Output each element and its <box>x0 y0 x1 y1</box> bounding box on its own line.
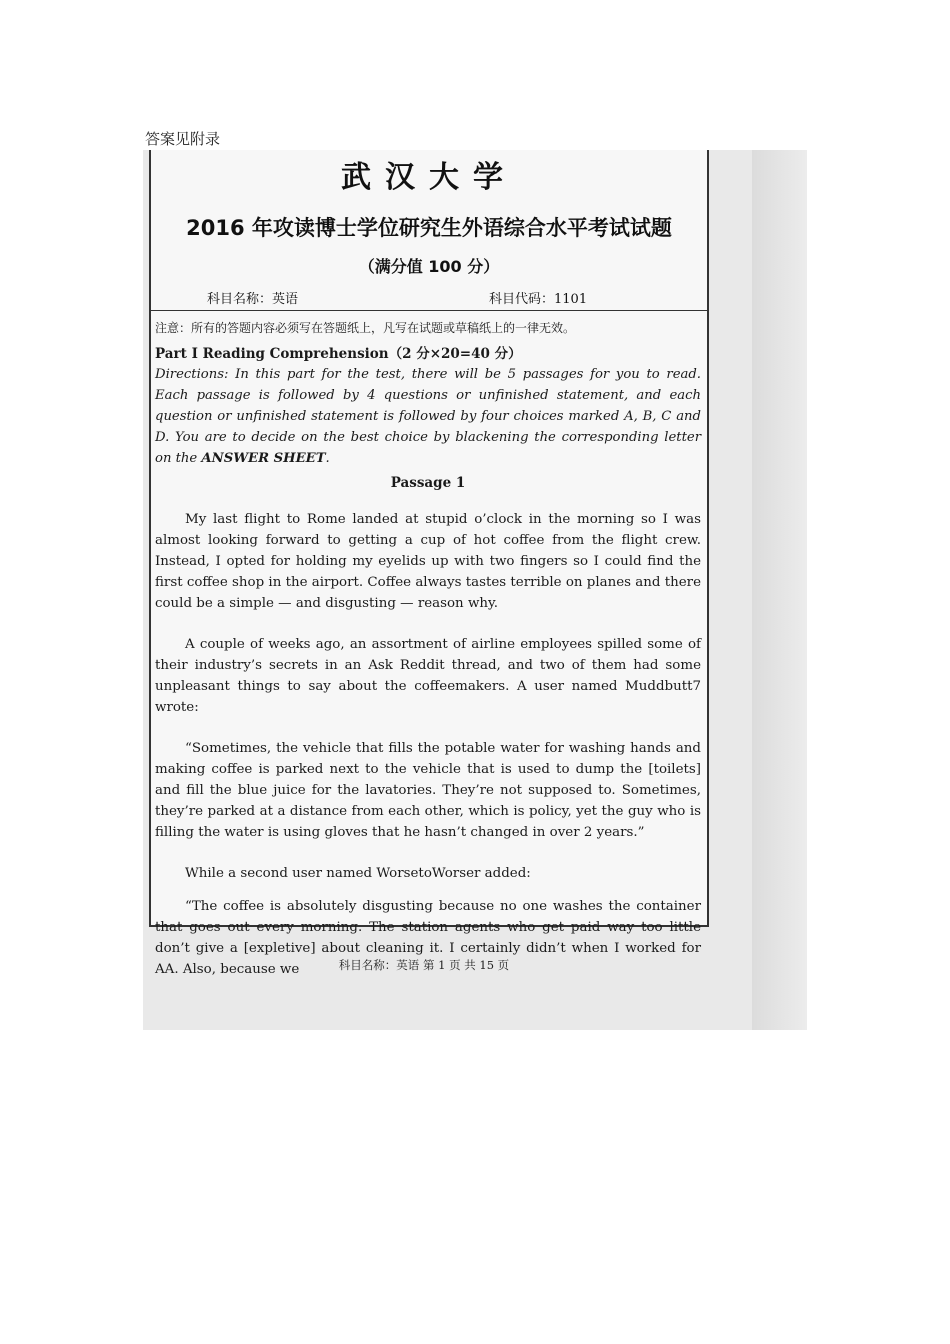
scan-shadow-strip <box>752 150 807 1030</box>
passage-title: Passage 1 <box>390 475 466 491</box>
university-name: 武汉大学 <box>341 160 517 195</box>
passage-paragraph: While a second user named WorsetoWorser added: <box>185 866 531 881</box>
top-note: 答案见附录 <box>145 130 221 148</box>
exam-header <box>151 150 707 311</box>
directions-end: . <box>325 451 330 466</box>
exam-content <box>151 311 707 980</box>
subject-code: 科目代码：1101 <box>489 292 588 307</box>
directions-text: Directions: In this part for the test, there will be 5 passages for you to read. Each passage is followed by 4 questions or unfinished statement, and each question or unfinished statement is followed by four choices marked A, B, C and D. You are to decide on the best choice by blackening the corresponding letter on the <box>155 367 701 466</box>
directions <box>155 364 701 469</box>
page-footer: 科目名称：英语 第 1 页 共 15 页 <box>338 958 510 972</box>
scanned-exam-page <box>143 150 807 1030</box>
subject-name: 科目名称：英语 <box>207 292 299 307</box>
passage-paragraph: My last flight to Rome landed at stupid o’clock in the morning so I was almost looking forward to getting a cup of hot coffee from the flight crew. Instead, I opted for holding my eyelids up with two fingers so I could find the first coffee shop in the airport. Coffee always tastes terrible on planes and there could be a simple — and disgusting — reason why. <box>155 512 701 611</box>
notice: 注意：所有的答题内容必须写在答题纸上，凡写在试题或草稿纸上的一律无效。 <box>155 321 576 335</box>
passage-paragraph: “The coffee is absolutely disgusting because no one washes the container that goes out every morning. The station agents who get paid way too little don’t give a [expletive] about cleaning it. I certainly didn’t when I worked for AA. Also, because we <box>155 899 701 977</box>
directions-bold: ANSWER SHEET <box>201 451 326 466</box>
exam-title: 2016 年攻读博士学位研究生外语综合水平考试试题 <box>186 216 672 240</box>
full-score: （满分值 100 分） <box>358 257 500 276</box>
passage-paragraph: A couple of weeks ago, an assortment of airline employees spilled some of their industry’s secrets in an Ask Reddit thread, and two of them had some unpleasant things to say about the coffeemakers. A user named Muddbutt7 wrote: <box>155 637 701 715</box>
part-title: Part Ⅰ Reading Comprehension（2 分×20=40 分） <box>155 346 522 362</box>
passage-paragraph: “Sometimes, the vehicle that fills the potable water for washing hands and making coffee is parked next to the vehicle that is used to dump the [toilets] and fill the blue juice for the lavatories. They’re not supposed to. Sometimes, they’re parked at a distance from each other, which is policy, yet the guy who is filling the water is using gloves that he hasn’t changed in over 2 years.” <box>155 741 701 840</box>
